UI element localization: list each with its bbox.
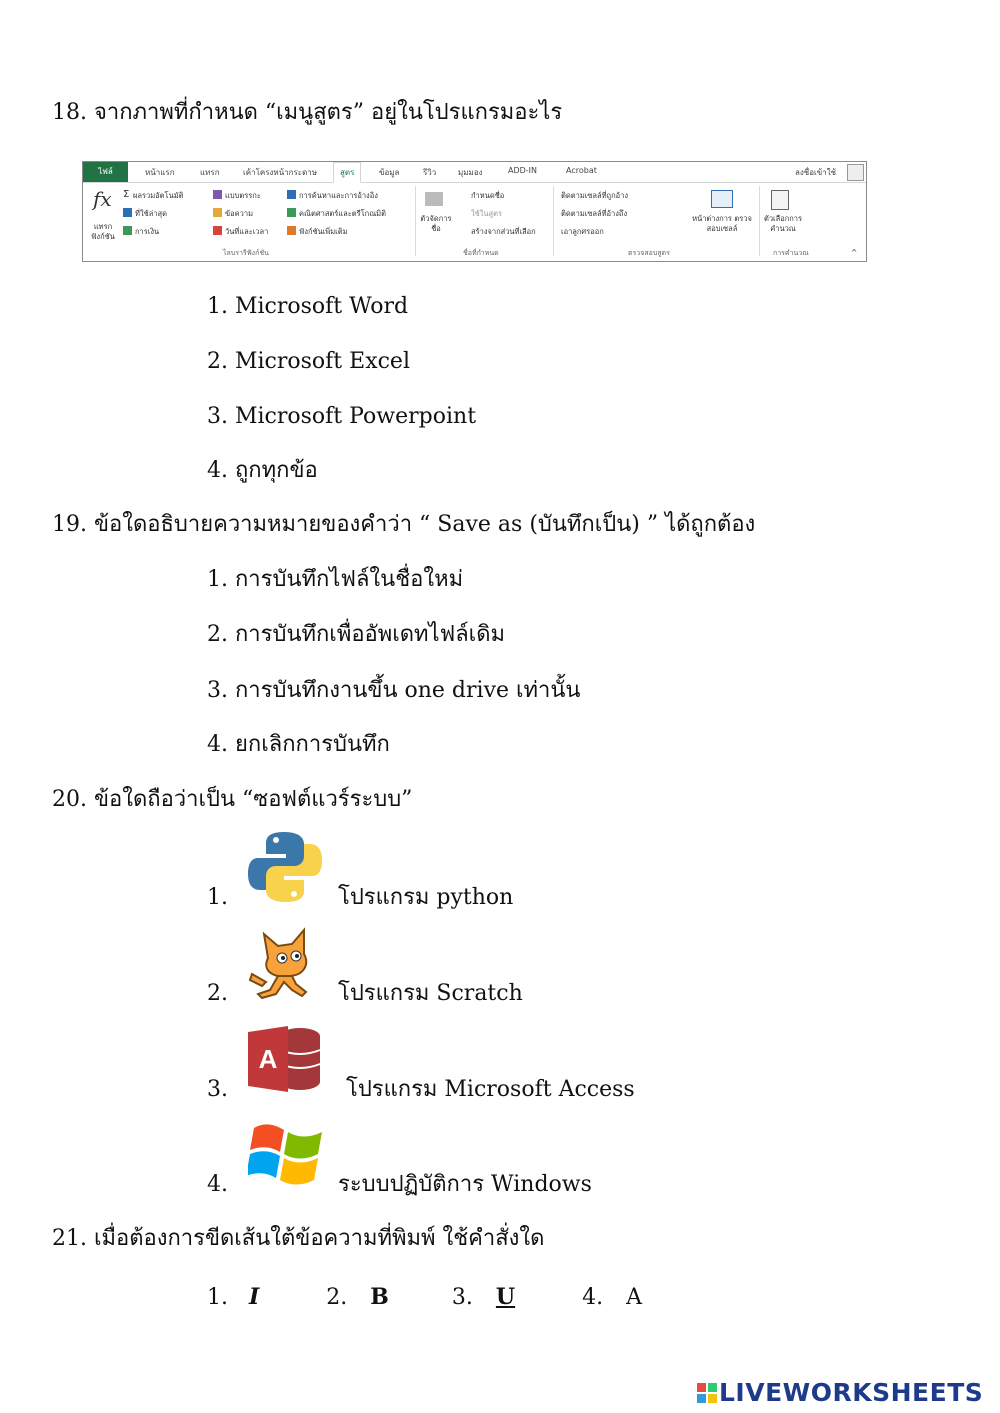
ribbon-tab-formulas: สูตร <box>333 162 361 183</box>
watch-window-item: หน้าต่างการ ตรวจสอบเซลล์ <box>692 214 752 233</box>
defined-names-label: ชื่อที่กำหนด <box>463 249 499 257</box>
q18-option-4: 4. ถูกทุกข้อ <box>207 458 318 483</box>
define-name-item: กำหนดชื่อ <box>471 191 505 200</box>
windows-icon <box>248 1118 326 1188</box>
q20-option-2-number: 2. <box>207 981 228 1006</box>
ribbon-tab-insert: แทรก <box>200 168 220 177</box>
remove-arrows-item: เอาลูกศรออก <box>561 227 604 236</box>
name-manager-item: ตัวจัดการ ชื่อ <box>420 214 452 233</box>
formula-auditing-label: ตรวจสอบสูตร <box>628 249 670 257</box>
q18-option-1: 1. Microsoft Word <box>207 294 409 319</box>
trace-dependents-item: ติดตามเซลล์ที่อ้างถึง <box>561 209 628 218</box>
q19-option-1: 1. การบันทึกไฟล์ในชื่อใหม่ <box>207 567 464 592</box>
python-icon <box>248 830 322 904</box>
ribbon-tab-review: รีวิว <box>423 168 437 177</box>
question-21: 21. เมื่อต้องการขีดเส้นใต้ข้อความที่พิมพ์ ใช้คำสั่งใด <box>52 1226 545 1251</box>
ribbon-tab-home: หน้าแรก <box>145 168 175 177</box>
sum-icon: Σ <box>123 189 130 200</box>
calculation-label: การคำนวณ <box>773 249 809 257</box>
q21-option-3-number: 3. <box>451 1285 473 1310</box>
q20-option-3-label: โปรแกรม Microsoft Access <box>346 1077 635 1102</box>
recent-item: ที่ใช้ล่าสุด <box>135 209 167 218</box>
ribbon-tab-acrobat: Acrobat <box>566 166 597 175</box>
ribbon-tab-layout: เค้าโครงหน้ากระดาษ <box>243 168 318 177</box>
name-manager-icon <box>425 192 443 206</box>
q21-option-3-underline: U <box>495 1284 516 1310</box>
group-separator <box>415 186 416 256</box>
ribbon-tab-data: ข้อมูล <box>379 168 400 177</box>
question-19: 19. ข้อใดอธิบายความหมายของคำว่า “ Save as (บันทึกเป็น) ” ได้ถูกต้อง <box>52 512 756 537</box>
user-avatar-icon <box>847 164 864 181</box>
group-separator <box>759 186 760 256</box>
q21-options-row <box>207 1283 642 1312</box>
question-18: 18. จากภาพที่กำหนด “เมนูสูตร” อยู่ในโปรแกรมอะไร <box>52 100 563 125</box>
calc-options-item: ตัวเลือกการ คำนวณ <box>763 214 803 233</box>
q21-option-1-number: 1. <box>207 1285 228 1310</box>
q20-option-4-number: 4. <box>207 1172 228 1197</box>
liveworksheets-logo <box>697 1378 983 1407</box>
create-from-selection-item: สร้างจากส่วนที่เลือก <box>471 227 536 236</box>
calculator-icon <box>771 190 789 210</box>
logical-icon <box>213 190 222 199</box>
collapse-ribbon-icon: ^ <box>851 248 858 257</box>
q19-option-3: 3. การบันทึกงานขึ้น one drive เท่านั้น <box>207 678 581 703</box>
use-in-formula-item: ใช้ในสูตร <box>471 209 503 218</box>
ribbon-tab-view: มุมมอง <box>458 168 483 177</box>
q20-option-4-label: ระบบปฏิบัติการ Windows <box>338 1172 592 1197</box>
q20-option-3-number: 3. <box>207 1077 228 1102</box>
text-icon <box>213 208 222 217</box>
datetime-icon <box>213 226 222 235</box>
ribbon-tab-file: ไฟล์ <box>83 162 128 182</box>
financial-item: การเงิน <box>135 227 160 236</box>
q20-option-1-number: 1. <box>207 885 228 910</box>
trace-precedents-item: ติดตามเซลล์ที่ถูกอ้าง <box>561 191 629 200</box>
q18-option-3: 3. Microsoft Powerpoint <box>207 404 477 429</box>
ribbon-tab-addin: ADD-IN <box>508 166 538 175</box>
q21-option-2-bold: B <box>370 1284 389 1310</box>
lookup-icon <box>287 190 296 199</box>
q21-option-2-number: 2. <box>326 1285 348 1310</box>
q19-option-2: 2. การบันทึกเพื่ออัพเดทไฟล์เดิม <box>207 622 505 647</box>
q21-option-4-number: 4. <box>582 1285 604 1310</box>
group-separator <box>553 186 554 256</box>
access-icon <box>248 1024 324 1094</box>
scratch-cat-icon <box>248 924 320 1000</box>
access-icon-letter: A <box>258 1044 278 1074</box>
watch-window-icon <box>711 190 733 208</box>
text-item: ข้อความ <box>225 209 254 218</box>
insert-function-label: แทรก ฟังก์ชัน <box>91 222 115 241</box>
q19-option-4: 4. ยกเลิกการบันทึก <box>207 732 390 757</box>
logical-item: แบบตรรกะ <box>225 191 261 200</box>
fx-icon: fx <box>93 187 112 211</box>
financial-icon <box>123 226 132 235</box>
ribbon-tabs <box>83 162 866 183</box>
more-functions-icon <box>287 226 296 235</box>
excel-formulas-ribbon-image <box>82 161 867 262</box>
math-item: คณิตศาสตร์และตรีโกณมิติ <box>299 209 386 218</box>
q21-option-1-italic: I <box>249 1284 260 1310</box>
datetime-item: วันที่และเวลา <box>225 227 269 236</box>
liveworksheets-logo-icon <box>697 1380 717 1400</box>
question-20: 20. ข้อใดถือว่าเป็น “ซอฟต์แวร์ระบบ” <box>52 787 413 812</box>
q20-option-2-label: โปรแกรม Scratch <box>338 981 523 1006</box>
q18-option-2: 2. Microsoft Excel <box>207 349 410 374</box>
more-functions-item: ฟังก์ชันเพิ่มเติม <box>299 227 348 236</box>
function-library-label: ไลบรารีฟังก์ชัน <box>223 249 269 257</box>
autosum-item: ผลรวมอัตโนมัติ <box>133 191 184 200</box>
ribbon-signin: ลงชื่อเข้าใช้ <box>795 168 837 177</box>
q20-option-1-label: โปรแกรม python <box>338 885 514 910</box>
math-icon <box>287 208 296 217</box>
recent-icon <box>123 208 132 217</box>
lookup-item: การค้นหาและการอ้างอิง <box>299 191 378 200</box>
liveworksheets-logo-text: LIVEWORKSHEETS <box>719 1378 984 1407</box>
q21-option-4-text: A <box>626 1285 642 1310</box>
